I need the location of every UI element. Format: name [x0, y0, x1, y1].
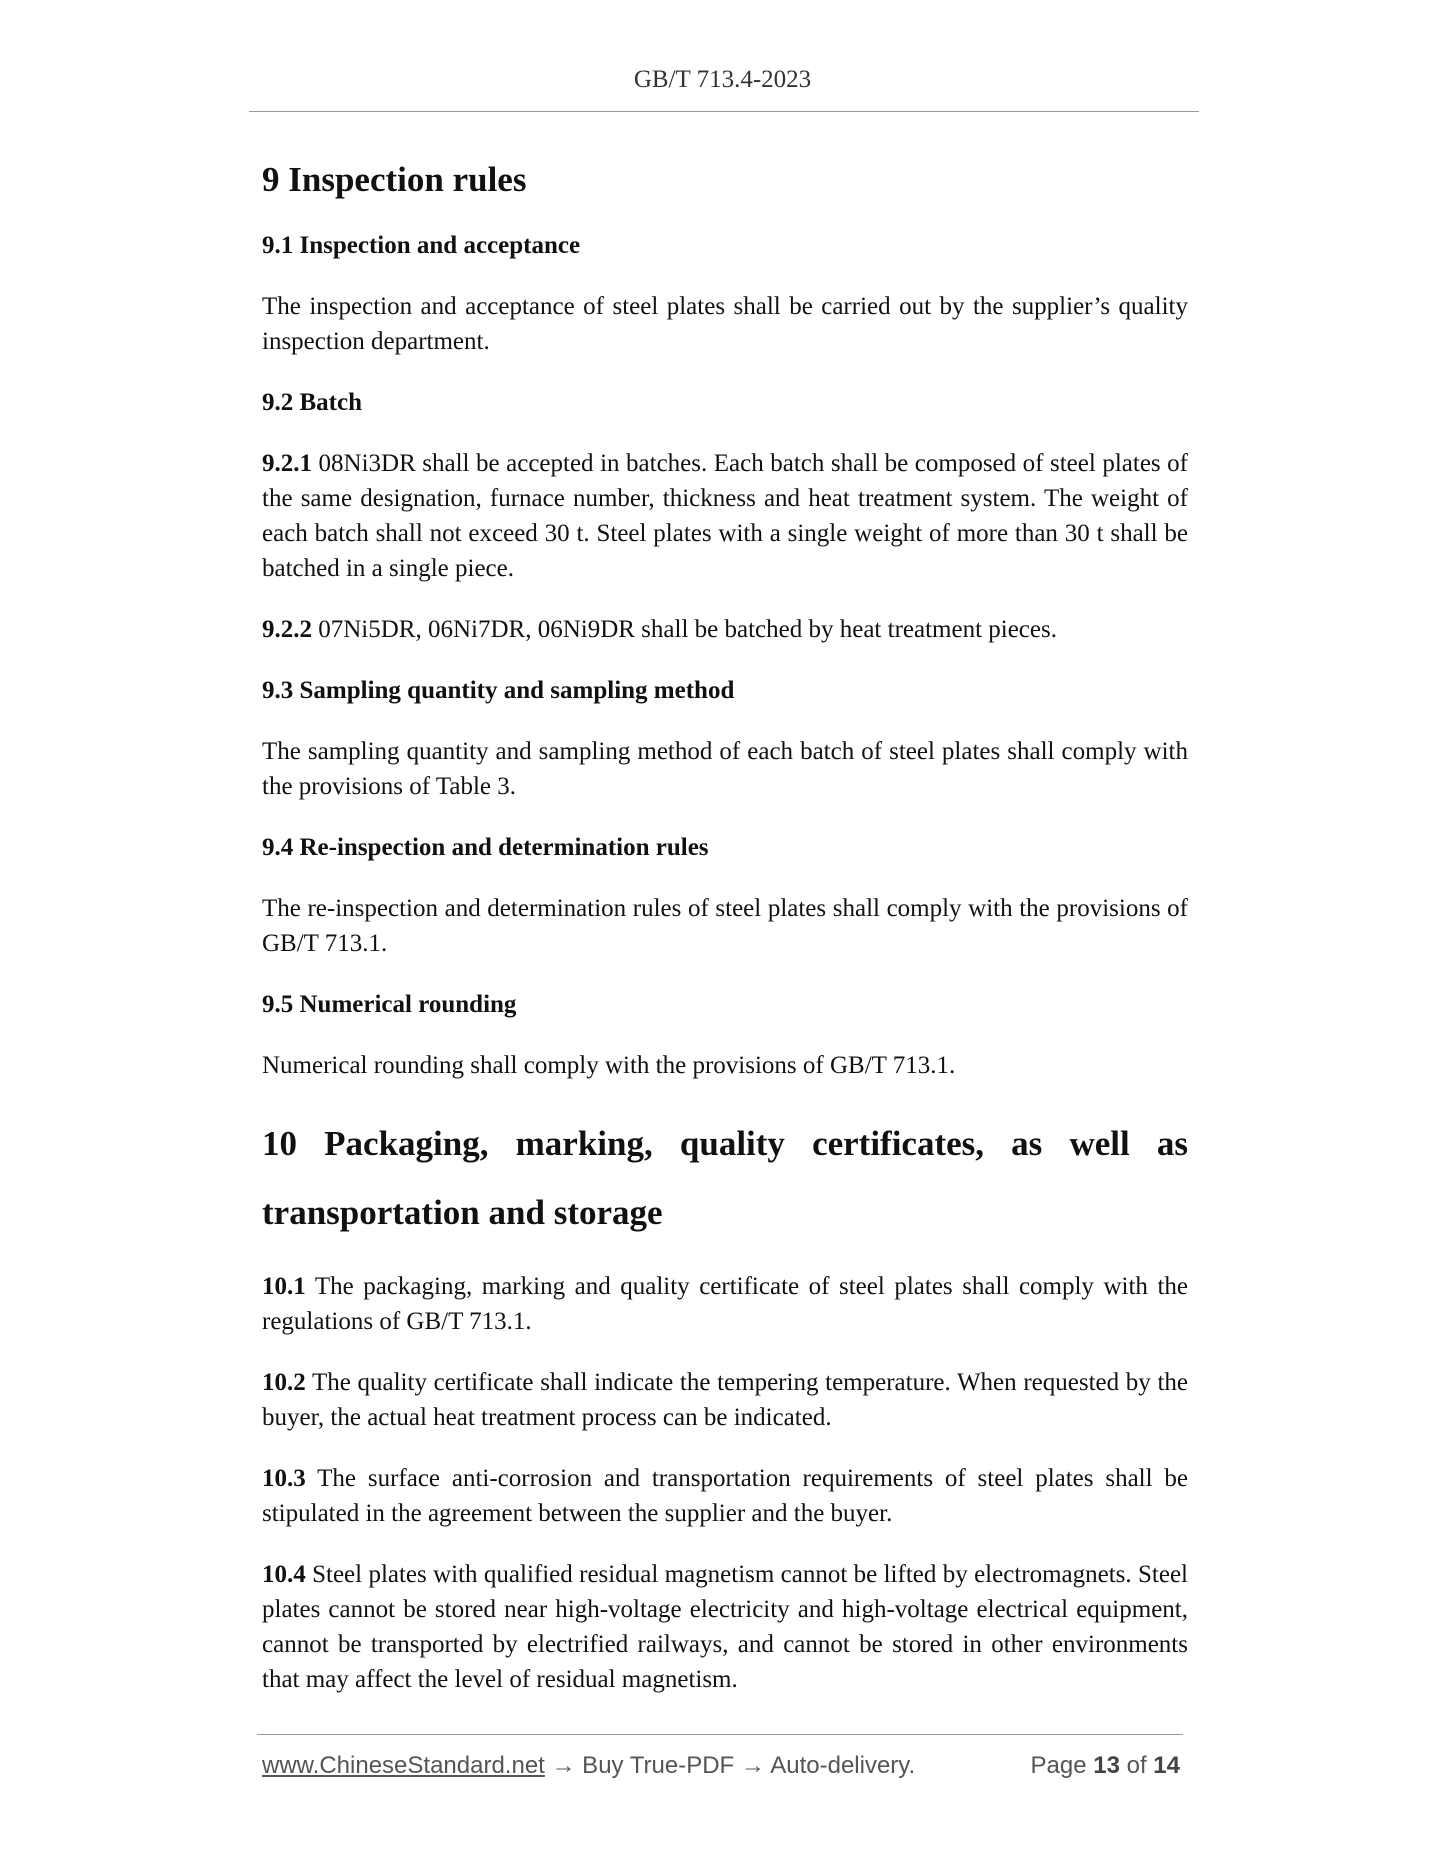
section-9-heading: 9 Inspection rules: [262, 160, 527, 199]
header-divider: [249, 111, 1199, 112]
clause-10-1: [262, 1269, 1188, 1339]
section-9-4-text: The re-inspection and determination rules of steel plates shall comply with the provisions of GB/T 713.1.: [262, 895, 1188, 957]
website-link[interactable]: www.ChineseStandard.net: [262, 1752, 545, 1779]
clause-text: 08Ni3DR shall be accepted in batches. Each batch shall be composed of steel plates of the same designation, furnace number, thickness and heat treatment system. The weight of each batch shall not exceed 30 t. Steel plates with a single weight of more than 30 t shall be batched in a single piece.: [262, 450, 1188, 582]
clause-text: 07Ni5DR, 06Ni7DR, 06Ni9DR shall be batched by heat treatment pieces.: [312, 616, 1057, 643]
page-content: [262, 150, 1188, 1723]
clause-10-2: [262, 1365, 1188, 1435]
clause-number: 10.2: [262, 1369, 306, 1396]
section-9-5-text: Numerical rounding shall comply with the provisions of GB/T 713.1.: [262, 1052, 956, 1079]
section-9-5-heading: 9.5 Numerical rounding: [262, 991, 517, 1018]
clause-number: 10.4: [262, 1561, 306, 1588]
running-header: GB/T 713.4-2023: [633, 66, 812, 93]
clause-10-3: [262, 1461, 1188, 1531]
section-10-heading: 10 Packaging, marking, quality certificates, as well as transportation and storage: [262, 1124, 1188, 1232]
clause-number: 10.3: [262, 1465, 306, 1492]
footer-divider: [257, 1734, 1183, 1735]
page-footer: [262, 1752, 1180, 1780]
clause-text: The quality certificate shall indicate the tempering temperature. When requested by the buyer, the actual heat treatment process can be indicated.: [262, 1369, 1188, 1431]
clause-9-2-1: [262, 446, 1188, 586]
section-9-4-heading: 9.4 Re-inspection and determination rules: [262, 834, 709, 861]
total-pages: 14: [1153, 1752, 1180, 1779]
page-indicator: Page 13 of 14: [1030, 1752, 1180, 1779]
section-9-3-text: The sampling quantity and sampling method of each batch of steel plates shall comply with the provisions of Table 3.: [262, 738, 1188, 800]
clause-10-4: [262, 1557, 1188, 1697]
clause-text: The surface anti-corrosion and transportation requirements of steel plates shall be stipulated in the agreement between the supplier and the buyer.: [262, 1465, 1188, 1527]
section-9-1-heading: 9.1 Inspection and acceptance: [262, 232, 581, 259]
clause-text: Steel plates with qualified residual magnetism cannot be lifted by electromagnets. Steel plates cannot be stored near high-voltage electricity and high-voltage electrical equipment, cannot be transported by electrified railways, and cannot be stored in other environments that may affect the level of residual magnetism.: [262, 1561, 1188, 1693]
section-9-2-heading: 9.2 Batch: [262, 389, 362, 416]
current-page: 13: [1093, 1752, 1120, 1779]
section-9-3-heading: 9.3 Sampling quantity and sampling method: [262, 677, 735, 704]
footer-promo: → Buy True-PDF → Auto-delivery.: [544, 1752, 916, 1779]
clause-text: The packaging, marking and quality certificate of steel plates shall comply with the regulations of GB/T 713.1.: [262, 1273, 1188, 1335]
clause-number: 9.2.1: [262, 450, 312, 477]
clause-9-2-2: [262, 612, 1188, 647]
clause-number: 10.1: [262, 1273, 306, 1300]
clause-number: 9.2.2: [262, 616, 312, 643]
section-9-1-text: The inspection and acceptance of steel plates shall be carried out by the supplier’s quality inspection department.: [262, 293, 1188, 355]
